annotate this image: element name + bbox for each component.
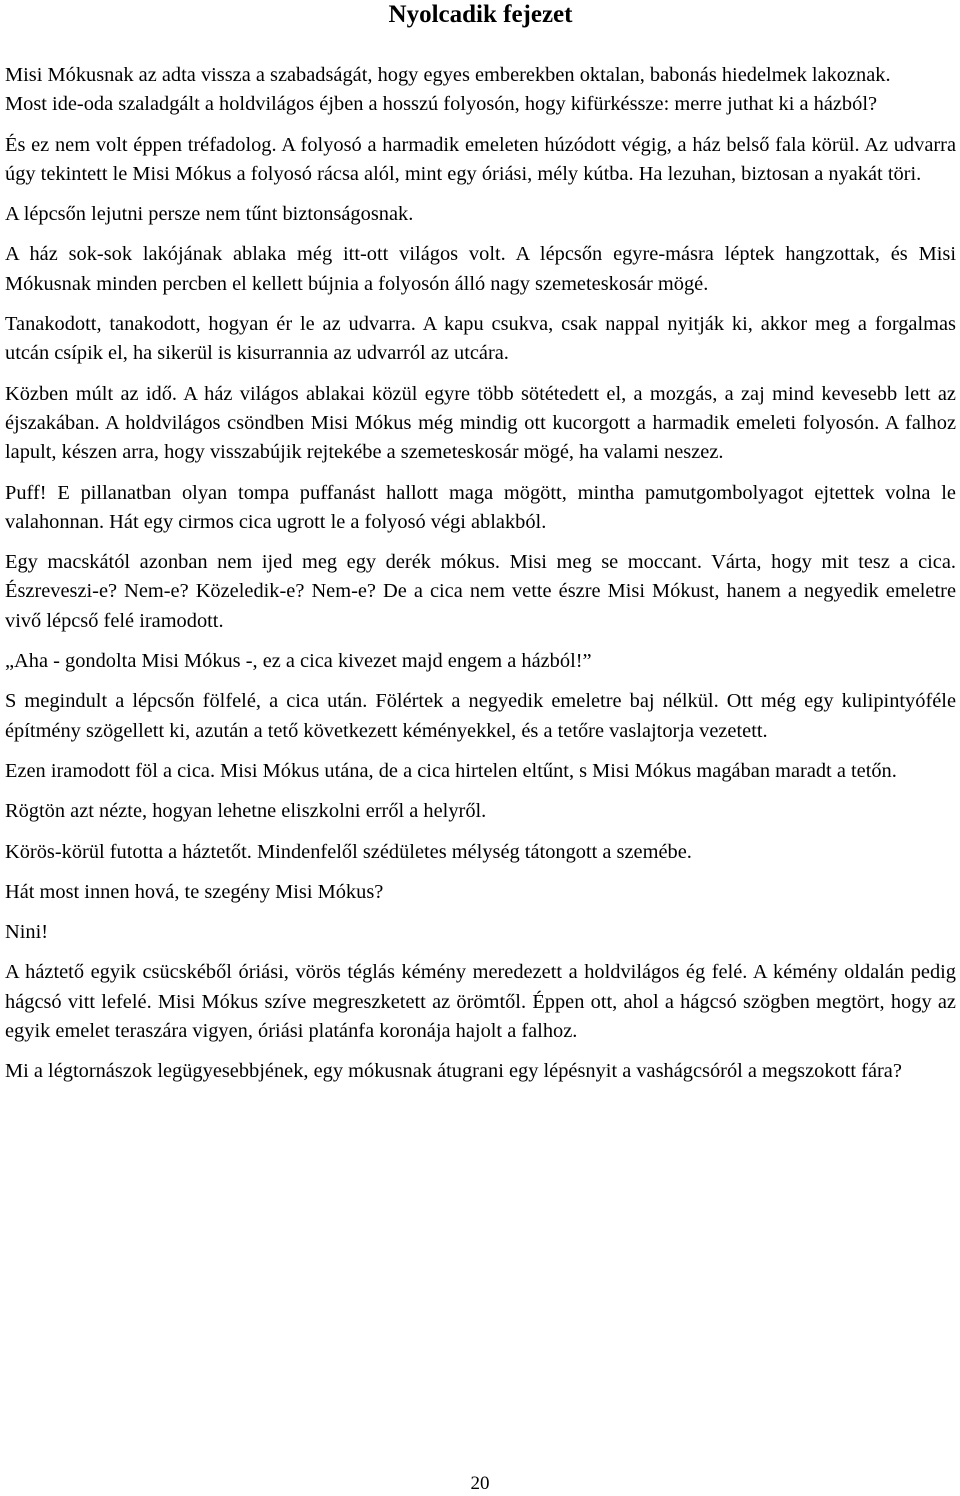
page-number: 20 <box>470 1473 490 1494</box>
paragraph: S megindult a lépcsőn fölfelé, a cica után. Fölértek a negyedik emeletre baj nélkül. Ott még egy kulipintyóféle építmény szögellett ki, azután a tető következett kéményekkel, és a tetőre vaslajtorja vezetett. <box>5 690 956 742</box>
paragraph: Hát most innen hová, te szegény Misi Mókus? <box>5 880 384 903</box>
chapter-body <box>5 61 956 1087</box>
paragraph: A háztető egyik csücskéből óriási, vörös téglás kémény meredezett a holdvilágos ég felé. A kémény oldalán pedig hágcsó vitt lefelé. Misi Mókus szíve megreszketett az örömtől. Éppen ott, ahol a hágcsó szögben megtört, hogy az egyik emelet teraszára vigyen, óriási platánfa koronája hajolt a falhoz. <box>5 961 956 1043</box>
paragraph: „Aha - gondolta Misi Mókus -, ez a cica kivezet majd engem a házból!” <box>5 650 592 673</box>
paragraph: Misi Mókusnak az adta vissza a szabadságát, hogy egyes emberekben oktalan, babonás hiedelmek lakoznak. Most ide-oda szaladgált a holdvilágos éjben a hosszú folyosón, hogy kifürkéssze: merre juthat ki a házból? <box>5 64 891 116</box>
paragraph: Rögtön azt nézte, hogyan lehetne eliszkolni erről a helyről. <box>5 800 487 823</box>
paragraph: Nini! <box>5 921 49 944</box>
paragraph: Puff! E pillanatban olyan tompa puffanást hallott maga mögött, mintha pamutgombolyagot ejtettek volna le valahonnan. Hát egy cirmos cica ugrott le a folyosó végi ablakból. <box>5 481 956 533</box>
paragraph: Ezen iramodott föl a cica. Misi Mókus utána, de a cica hirtelen eltűnt, s Misi Mókus magában maradt a tetőn. <box>5 759 897 782</box>
paragraph: És ez nem volt éppen tréfadolog. A folyosó a harmadik emeleten húzódott végig, a ház belső fala körül. Az udvarra úgy tekintett le Misi Mókus a folyosó rácsa alól, mint egy óriási, mély kútba. Ha lezuhan, biztosan a nyakát töri. <box>5 133 956 185</box>
paragraph: A ház sok-sok lakójának ablaka még itt-ott világos volt. A lépcsőn egyre-másra léptek hangzottak, és Misi Mókusnak minden percben el kellett bújnia a folyosón álló nagy szemeteskosár mögé. <box>5 243 956 295</box>
paragraph: Tanakodott, tanakodott, hogyan ér le az udvarra. A kapu csukva, csak nappal nyitják ki, akkor meg a forgalmas utcán csípik el, ha sikerül is kisurrannia az udvarról az utcára. <box>5 313 956 365</box>
paragraph: Egy macskától azonban nem ijed meg egy derék mókus. Misi meg se moccant. Várta, hogy mit tesz a cica. Észreveszi-e? Nem-e? Közeledik-e? Nem-e? De a cica nem vette észre Misi Mókust, hanem a negyedik emeletre vivő lépcső felé iramodott. <box>5 551 956 632</box>
paragraph: Közben múlt az idő. A ház világos ablakai közül egyre több sötétedett el, a mozgás, a zaj mind kevesebb lett az éjszakában. A holdvilágos csöndben Misi Mókus még mindig ott kucorgott a harmadik emeleti folyosón. A falhoz lapult, készen arra, hogy visszabújik rejtekébe a szemeteskosár mögé, ha valami neszez. <box>5 382 956 464</box>
chapter-title: Nyolcadik fejezet <box>388 1 573 28</box>
paragraph: Körös-körül futotta a háztetőt. Mindenfelől szédületes mélység tátongott a szemébe. <box>5 840 692 863</box>
paragraph: A lépcsőn lejutni persze nem tűnt biztonságosnak. <box>5 203 414 226</box>
paragraph: Mi a légtornászok legügyesebbjének, egy mókusnak átugrani egy lépésnyit a vashágcsóról a megszokott fára? <box>5 1060 902 1083</box>
